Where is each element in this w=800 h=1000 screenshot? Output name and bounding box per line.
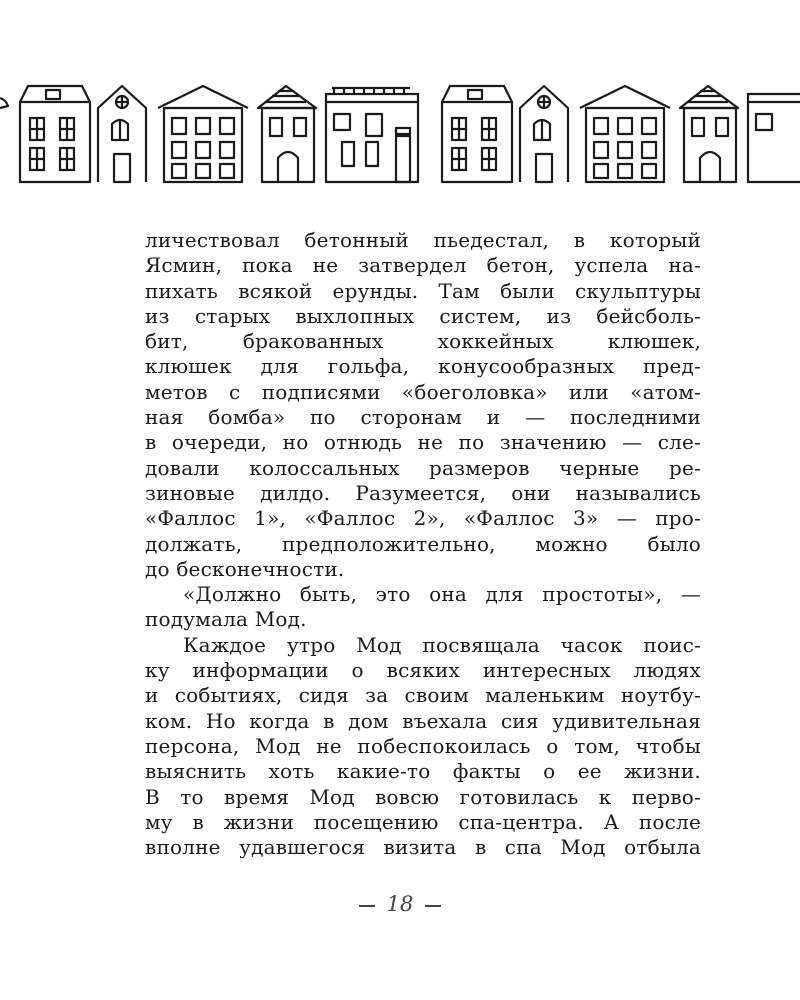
house-pointed-1 — [258, 86, 316, 182]
house-wide-2 — [580, 86, 670, 182]
house-balcony-1 — [326, 88, 418, 182]
text-line: В то время Мод вовсю готовилась к перво- — [145, 784, 701, 809]
text-line: зиновые дилдо. Разумеется, они назывались — [145, 480, 701, 505]
house-balcony-2 — [748, 94, 800, 182]
houses-border-illustration — [0, 78, 800, 188]
text-line: выяснить хоть какие-то факты о ее жизни. — [145, 759, 701, 784]
text-line: довали колоссальных размеров черные ре- — [145, 455, 701, 480]
text-line: персона, Мод не побеспокоилась о том, чтобы — [145, 733, 701, 758]
house-pointed-2 — [680, 86, 738, 182]
text-line: в очереди, но отнюдь не по значению — сле- — [145, 430, 701, 455]
text-line: «Должно быть, это она для простоты», — — [183, 582, 701, 607]
folio-dash-left — [359, 905, 375, 907]
text-line: пихать всякой ерунды. Там были скульптуры — [145, 278, 701, 303]
text-line: вполне удавшегося визита в спа Мод отбыла — [145, 835, 701, 860]
text-line: личествовал бетонный пьедестал, в который — [145, 228, 701, 252]
body-text — [145, 228, 701, 860]
text-line: метов с подписями «боеголовка» или «атом- — [145, 379, 701, 404]
text-line: ная бомба» по сторонам и — последними — [145, 405, 701, 430]
page-number-value: 18 — [386, 892, 414, 916]
house-tall-1 — [20, 86, 90, 182]
text-line: должать, предположительно, можно было — [145, 531, 701, 556]
text-line: ку информации о всяких интересных людях — [145, 658, 701, 683]
text-line: ком. Но когда в дом въехала сия удивительная — [145, 708, 701, 733]
page-number — [0, 892, 800, 916]
text-line: до бесконечности. — [145, 556, 345, 581]
text-line: «Фаллос 1», «Фаллос 2», «Фаллос 3» — про- — [145, 506, 701, 531]
house-gable-2 — [520, 86, 568, 182]
folio-dash-right — [425, 905, 441, 907]
house-wide-1 — [158, 86, 248, 182]
text-line: клюшек для гольфа, конусообразных пред- — [145, 354, 701, 379]
text-line: подумала Мод. — [145, 607, 307, 632]
house-tall-2 — [442, 86, 512, 182]
text-line: Каждое утро Мод посвящала часок поис- — [183, 632, 701, 657]
text-line: Ясмин, пока не затвердел бетон, успела на- — [145, 253, 701, 278]
house-gable-1 — [98, 86, 146, 182]
text-line: из старых выхлопных систем, из бейсболь- — [145, 303, 701, 328]
text-line: му в жизни посещению спа-центра. А после — [145, 809, 701, 834]
text-line: бит, бракованных хоккейных клюшек, — [145, 329, 701, 354]
text-line: и событиях, сидя за своим маленьким ноутбу- — [145, 683, 701, 708]
